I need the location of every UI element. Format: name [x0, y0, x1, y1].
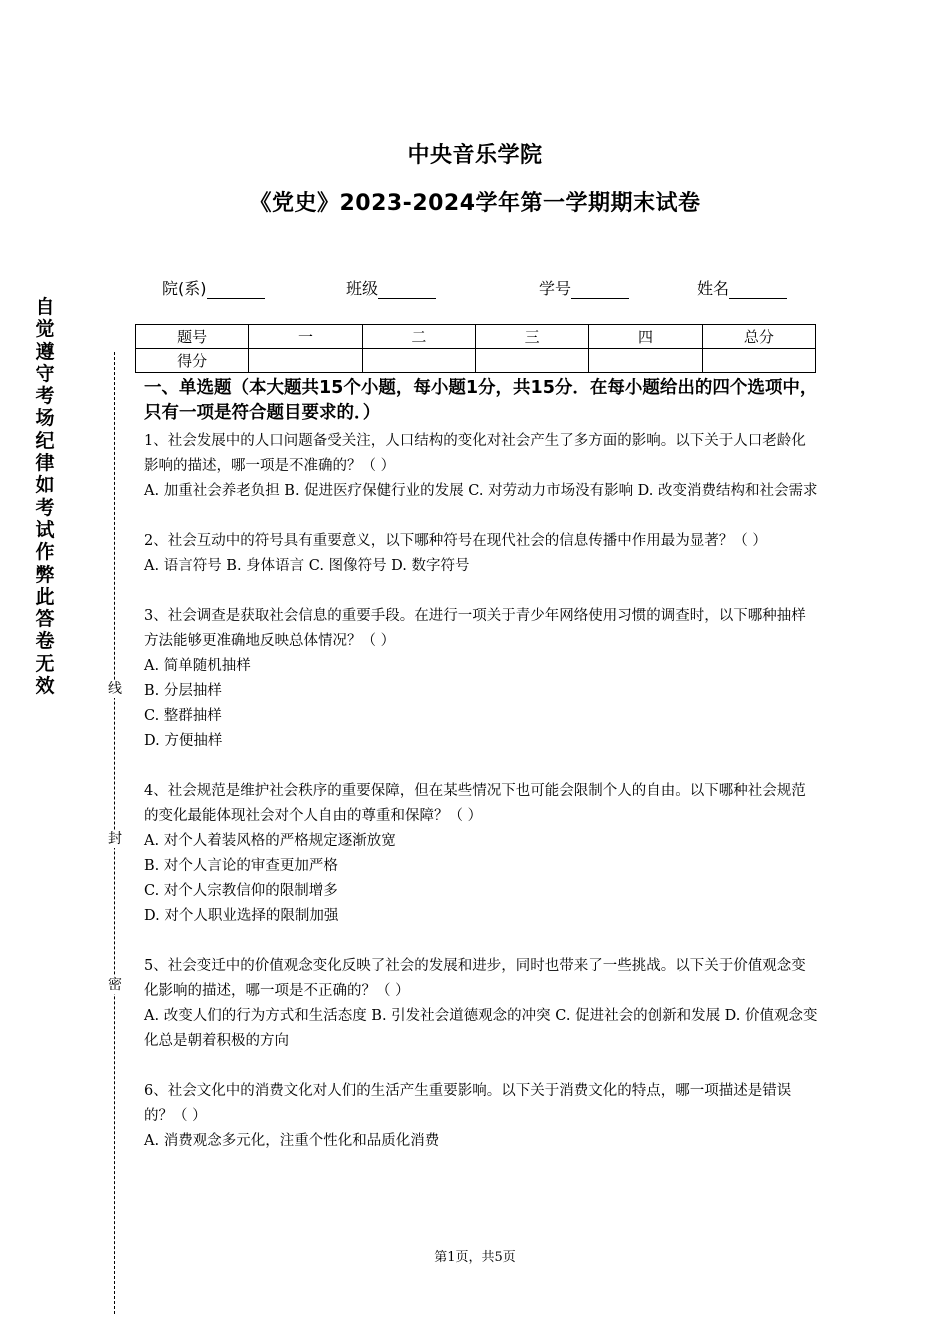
section-heading: 一、单选题（本大题共15个小题，每小题1分，共15分．在每小题给出的四个选项中，只有一项是符合题目要求的．） — [144, 378, 818, 423]
score-table-cell: 总分 — [702, 325, 815, 349]
name-field — [697, 276, 787, 299]
class-field — [346, 276, 436, 299]
class-blank — [378, 281, 436, 299]
question-option: D. 方便抽样 — [144, 733, 223, 749]
school-title: 中央音乐学院 — [407, 143, 543, 168]
dept-blank — [207, 281, 265, 299]
seal-char-mi: 密 — [108, 977, 122, 993]
score-input-cell — [249, 349, 362, 373]
student-id-field — [539, 276, 629, 299]
question-item — [144, 954, 819, 1054]
score-table-cell: 一 — [249, 325, 362, 349]
question-stem: 4、社会规范是维护社会秩序的重要保障，但在某些情况下也可能会限制个人的自由。以下哪种社会规范的变化最能体现社会对个人自由的尊重和保障？（ ） — [144, 783, 806, 824]
student-id-label: 学号 — [539, 279, 572, 298]
score-input-cell — [589, 349, 702, 373]
score-table-header-row — [136, 325, 816, 349]
question-options: A. 改变人们的行为方式和生活态度 B. 引发社会道德观念的冲突 C. 促进社会的创新和发展 D. 价值观念变化总是朝着积极的方向 — [144, 1008, 818, 1049]
score-table-score-row — [136, 349, 816, 373]
name-label: 姓名 — [697, 279, 730, 298]
question-options: A. 语言符号 B. 身体语言 C. 图像符号 D. 数字符号 — [144, 558, 470, 574]
question-item — [144, 529, 819, 579]
question-option: A. 消费观念多元化，注重个性化和品质化消费 — [144, 1133, 440, 1149]
question-content — [144, 376, 819, 1154]
dept-label: 院(系) — [162, 279, 207, 298]
page-footer: 第1页，共5页 — [434, 1250, 516, 1265]
score-input-cell — [362, 349, 475, 373]
score-table-cell: 三 — [475, 325, 588, 349]
question-option: C. 对个人宗教信仰的限制增多 — [144, 883, 338, 899]
score-table-cell: 二 — [362, 325, 475, 349]
question-option: A. 对个人着装风格的严格规定逐渐放宽 — [144, 833, 396, 849]
question-item — [144, 1079, 819, 1154]
score-table-cell: 四 — [589, 325, 702, 349]
question-item — [144, 779, 819, 929]
score-input-cell — [475, 349, 588, 373]
question-stem: 2、社会互动中的符号具有重要意义，以下哪种符号在现代社会的信息传播中作用最为显著？（ ） — [144, 533, 767, 549]
seal-char-xian: 线 — [108, 681, 122, 697]
question-item — [144, 429, 819, 504]
question-options: A. 加重社会养老负担 B. 促进医疗保健行业的发展 C. 对劳动力市场没有影响 D. 改变消费结构和社会需求 — [144, 483, 818, 499]
question-stem: 1、社会发展中的人口问题备受关注，人口结构的变化对社会产生了多方面的影响。以下关于人口老龄化影响的描述，哪一项是不准确的？（ ） — [144, 433, 806, 474]
student-id-blank — [571, 281, 629, 299]
score-input-cell — [702, 349, 815, 373]
question-option: A. 简单随机抽样 — [144, 658, 251, 674]
score-row-label: 得分 — [136, 349, 249, 373]
seal-char-feng: 封 — [108, 831, 122, 847]
dept-field — [162, 276, 265, 299]
score-table — [135, 324, 816, 373]
exam-discipline-note: 自觉遵守考场纪律如考试作弊此答卷无效 — [35, 296, 55, 698]
name-blank — [729, 281, 787, 299]
exam-title: 《党史》2023-2024学年第一学期期末试卷 — [249, 191, 701, 216]
question-stem: 5、社会变迁中的价值观念变化反映了社会的发展和进步，同时也带来了一些挑战。以下关于价值观念变化影响的描述，哪一项是不正确的？（ ） — [144, 958, 806, 999]
question-option: B. 对个人言论的审查更加严格 — [144, 858, 338, 874]
class-label: 班级 — [346, 279, 379, 298]
question-stem: 6、社会文化中的消费文化对人们的生活产生重要影响。以下关于消费文化的特点，哪一项描述是错误的？（ ） — [144, 1083, 792, 1124]
question-item — [144, 604, 819, 754]
question-option: D. 对个人职业选择的限制加强 — [144, 908, 339, 924]
question-stem: 3、社会调查是获取社会信息的重要手段。在进行一项关于青少年网络使用习惯的调查时，以下哪种抽样方法能够更准确地反映总体情况？（ ） — [144, 608, 806, 649]
question-option: B. 分层抽样 — [144, 683, 222, 699]
score-table-cell: 题号 — [136, 325, 249, 349]
question-option: C. 整群抽样 — [144, 708, 222, 724]
